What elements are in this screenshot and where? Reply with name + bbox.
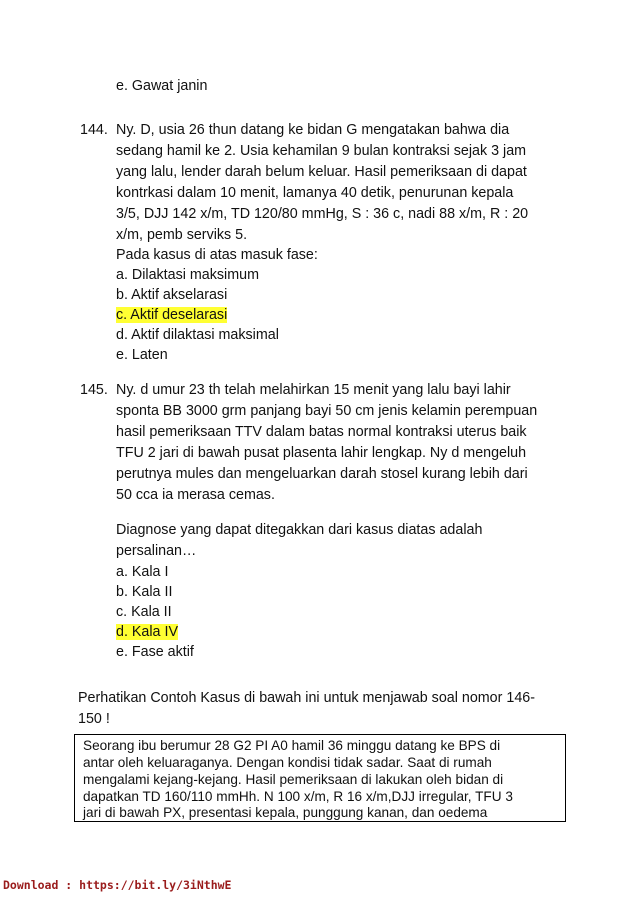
q145-option-b: b. Kala II (116, 584, 173, 600)
q144-option-a: a. Dilaktasi maksimum (116, 267, 259, 283)
q145-line: perutnya mules dan mengeluarkan darah stosel kurang lebih dari (116, 466, 528, 482)
instruction-line: 150 ! (78, 711, 110, 727)
q144-number: 144. (80, 122, 108, 138)
q144-option-c-answer (116, 306, 227, 325)
case-line: mengalami kejang-kejang. Hasil pemeriksaan di lakukan oleh bidan di (83, 772, 504, 787)
q144-line: sedang hamil ke 2. Usia kehamilan 9 bulan kontraksi sejak 3 jam (116, 143, 527, 159)
q145-line: Ny. d umur 23 th telah melahirkan 15 menit yang lalu bayi lahir (116, 382, 511, 398)
q144-line: 3/5, DJJ 142 x/m, TD 120/80 mmHg, S : 36 c, nadi 88 x/m, R : 20 (116, 206, 529, 222)
q145-line: hasil pemeriksaan TTV dalam batas normal kontraksi uterus baik (116, 424, 527, 440)
q145-line: 50 cca ia merasa cemas. (116, 487, 275, 503)
answer-highlight: c. Aktif deselarasi (116, 307, 228, 323)
q145-line: TFU 2 jari di bawah pusat plasenta lahir lengkap. Ny d mengeluh (116, 445, 527, 461)
q145-option-a: a. Kala I (116, 564, 169, 580)
q143-option-e: e. Gawat janin (116, 78, 208, 94)
q144-line: yang lalu, lender darah belum keluar. Hasil pemeriksaan di dapat (116, 164, 527, 180)
q144-question: Pada kasus di atas masuk fase: (116, 247, 318, 263)
case-line: dapatkan TD 160/110 mmHh. N 100 x/m, R 16 x/m,DJJ irregular, TFU 3 (83, 789, 513, 804)
q145-line: sponta BB 3000 grm panjang bayi 50 cm jenis kelamin perempuan (116, 403, 538, 419)
q145-number: 145. (80, 382, 108, 398)
case-line: jari di bawah PX, presentasi kepala, punggung kanan, dan oedema (83, 805, 488, 820)
case-box (74, 734, 566, 822)
q145-question: Diagnose yang dapat ditegakkan dari kasus diatas adalah (116, 522, 483, 538)
instruction-line: Perhatikan Contoh Kasus di bawah ini untuk menjawab soal nomor 146- (78, 690, 535, 706)
case-line: Seorang ibu berumur 28 G2 PI A0 hamil 36 minggu datang ke BPS di (83, 738, 501, 753)
q144-line: kontrkasi dalam 10 menit, lamanya 40 detik, penurunan kepala (116, 185, 514, 201)
answer-highlight: d. Kala IV (116, 624, 178, 640)
q144-option-e: e. Laten (116, 347, 168, 363)
q145-option-c: c. Kala II (116, 604, 172, 620)
download-link[interactable]: Download : https://bit.ly/3iNthwE (3, 878, 232, 892)
q145-question: persalinan… (116, 543, 197, 559)
q144-line: Ny. D, usia 26 thun datang ke bidan G mengatakan bahwa dia (116, 122, 510, 138)
q144-option-d: d. Aktif dilaktasi maksimal (116, 327, 279, 343)
q144-option-b: b. Aktif akselarasi (116, 287, 228, 303)
q145-option-d-answer (116, 623, 178, 642)
q145-option-e: e. Fase aktif (116, 644, 194, 660)
case-line: antar oleh keluaraganya. Dengan kondisi tidak sadar. Saat di rumah (83, 755, 492, 770)
q144-line: x/m, pemb serviks 5. (116, 227, 248, 243)
